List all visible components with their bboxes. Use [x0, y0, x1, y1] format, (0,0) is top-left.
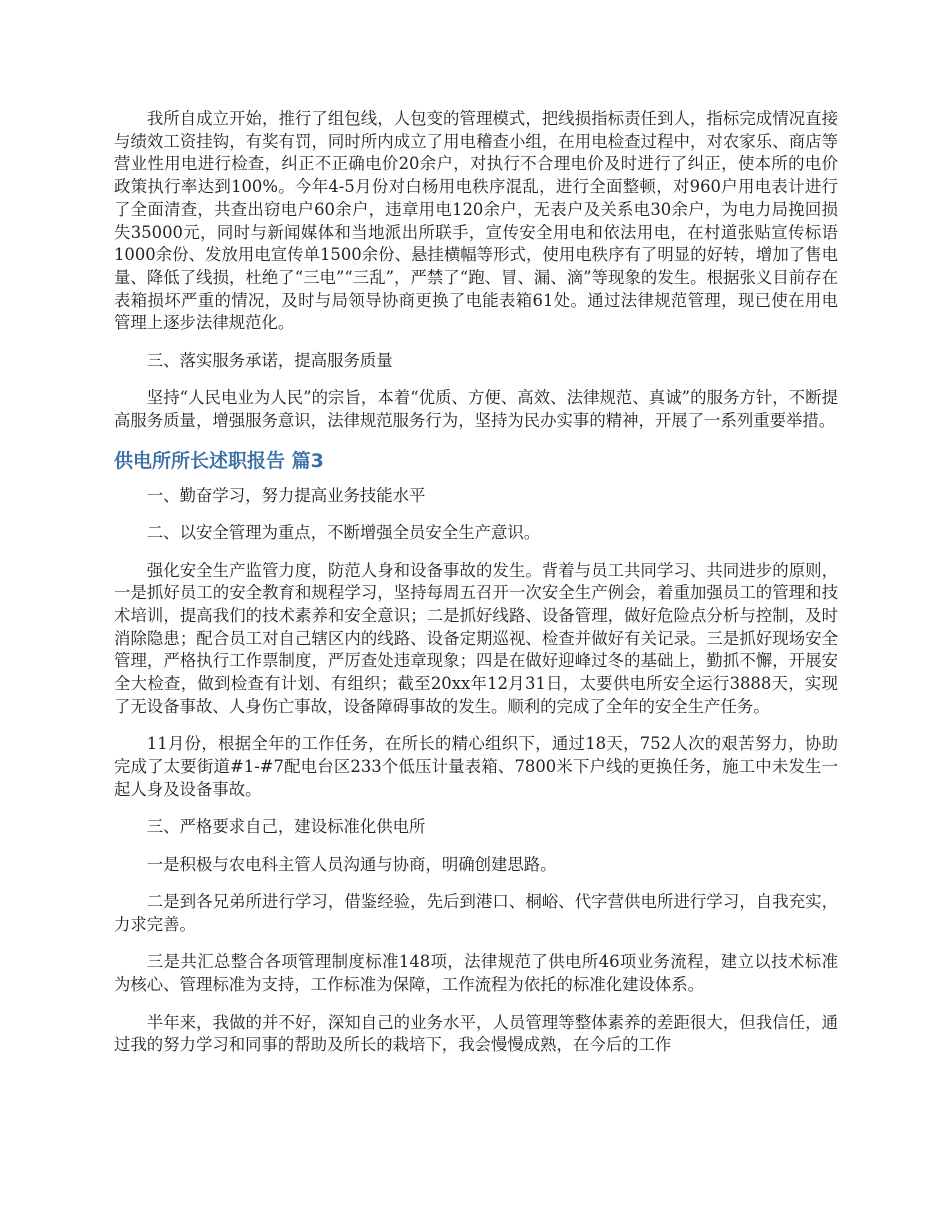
paragraph-study-skills: 一、勤奋学习，努力提高业务技能水平: [146, 485, 426, 505]
paragraph-standards-system: 三是共汇总整合各项管理制度标准148项，法律规范了供电所46项业务流程，建立以技术标准为核心、管理标准为支持，工作标准为保障，工作流程为依托的标准化建设体系。: [114, 952, 838, 995]
paragraph-section-three-service: 三、落实服务承诺，提高服务质量: [146, 350, 393, 370]
paragraph-november-work: 11月份，根据全年的工作任务，在所长的精心组织下，通过18天，752人次的艰苦努力，协助完成了太要街道#1-#7配电台区233个低压计量表箱、7800米下户线的更换任务，施工中未发生一起人身及设备事故。: [114, 734, 838, 799]
paragraph-line-loss-management: 我所自成立开始，推行了组包线，人包变的管理模式，把线损指标责任到人，指标完成情况直接与绩效工资挂钩，有奖有罚，同时所内成立了用电稽查小组，在用电检查过程中，对农家乐、商店等营业性用电进行检查，纠正不正确电价20余户，对执行不合理电价及时进行了纠正，使本所的电价政策执行率达到100%。今年4-5月份对白杨用电秩序混乱，进行全面整顿，对960户用电表计进行了全面清查，共查出窃电户60余户，违章用电120余户，无表户及关系电30余户，为电力局挽回损失35000元，同时与新闻媒体和当地派出所联手，宣传安全用电和依法用电，在村道张贴宣传标语1000余份、发放用电宣传单1500余份、悬挂横幅等形式，使用电秩序有了明显的好转，增加了售电量、降低了线损，杜绝了“三电”“三乱”，严禁了“跑、冒、漏、滴”等现象的发生。根据张义目前存在表箱损坏严重的情况，及时与局领导协商更换了电能表箱61处。通过法律规范管理，现已使在用电管理上逐步法律规范化。: [114, 109, 838, 333]
paragraph-communication: 一是积极与农电科主管人员沟通与协商，明确创建思路。: [146, 854, 557, 874]
section-heading-part-3: 供电所所长述职报告 篇3: [114, 449, 324, 472]
paragraph-safety-supervision: 强化安全生产监管力度，防范人身和设备事故的发生。背着与员工共同学习、共同进步的原则，一是抓好员工的安全教育和规程学习，坚持每周五召开一次安全生产例会，着重加强员工的管理和技术培训，提高我们的技术素养和安全意识；二是抓好线路、设备管理，做好危险点分析与控制，及时消除隐患；配合员工对自己辖区内的线路、设备定期巡视、检查并做好有关记录。三是抓好现场安全管理，严格执行工作票制度，严厉查处违章现象；四是在做好迎峰过冬的基础上，勤抓不懈，开展安全大检查，做到检查有计划、有组织；截至20xx年12月31日，太要供电所安全运行3888天，实现了无设备事故、人身伤亡事故，设备障碍事故的发生。顺利的完成了全年的安全生产任务。: [114, 560, 838, 716]
paragraph-service-commitment: 坚持“人民电业为人民”的宗旨，本着“优质、方便、高效、法律规范、真诚”的服务方针，不断提高服务质量，增强服务意识，法律规范服务行为，坚持为民办实事的精神，开展了一系列重要举措。: [114, 388, 838, 431]
paragraph-standardization-heading: 三、严格要求自己，建设标准化供电所: [146, 817, 426, 837]
paragraph-safety-focus: 二、以安全管理为重点，不断增强全员安全生产意识。: [146, 523, 541, 543]
paragraph-learning-visits: 二是到各兄弟所进行学习，借鉴经验，先后到港口、桐峪、代字营供电所进行学习，自我充实，力求完善。: [114, 892, 838, 934]
paragraph-half-year-summary: 半年来，我做的并不好，深知自己的业务水平，人员管理等整体素养的差距很大，但我信任，通过我的努力学习和同事的帮助及所长的栽培下，我会慢慢成熟，在今后的工作: [114, 1012, 838, 1055]
document-body: [114, 108, 838, 1072]
